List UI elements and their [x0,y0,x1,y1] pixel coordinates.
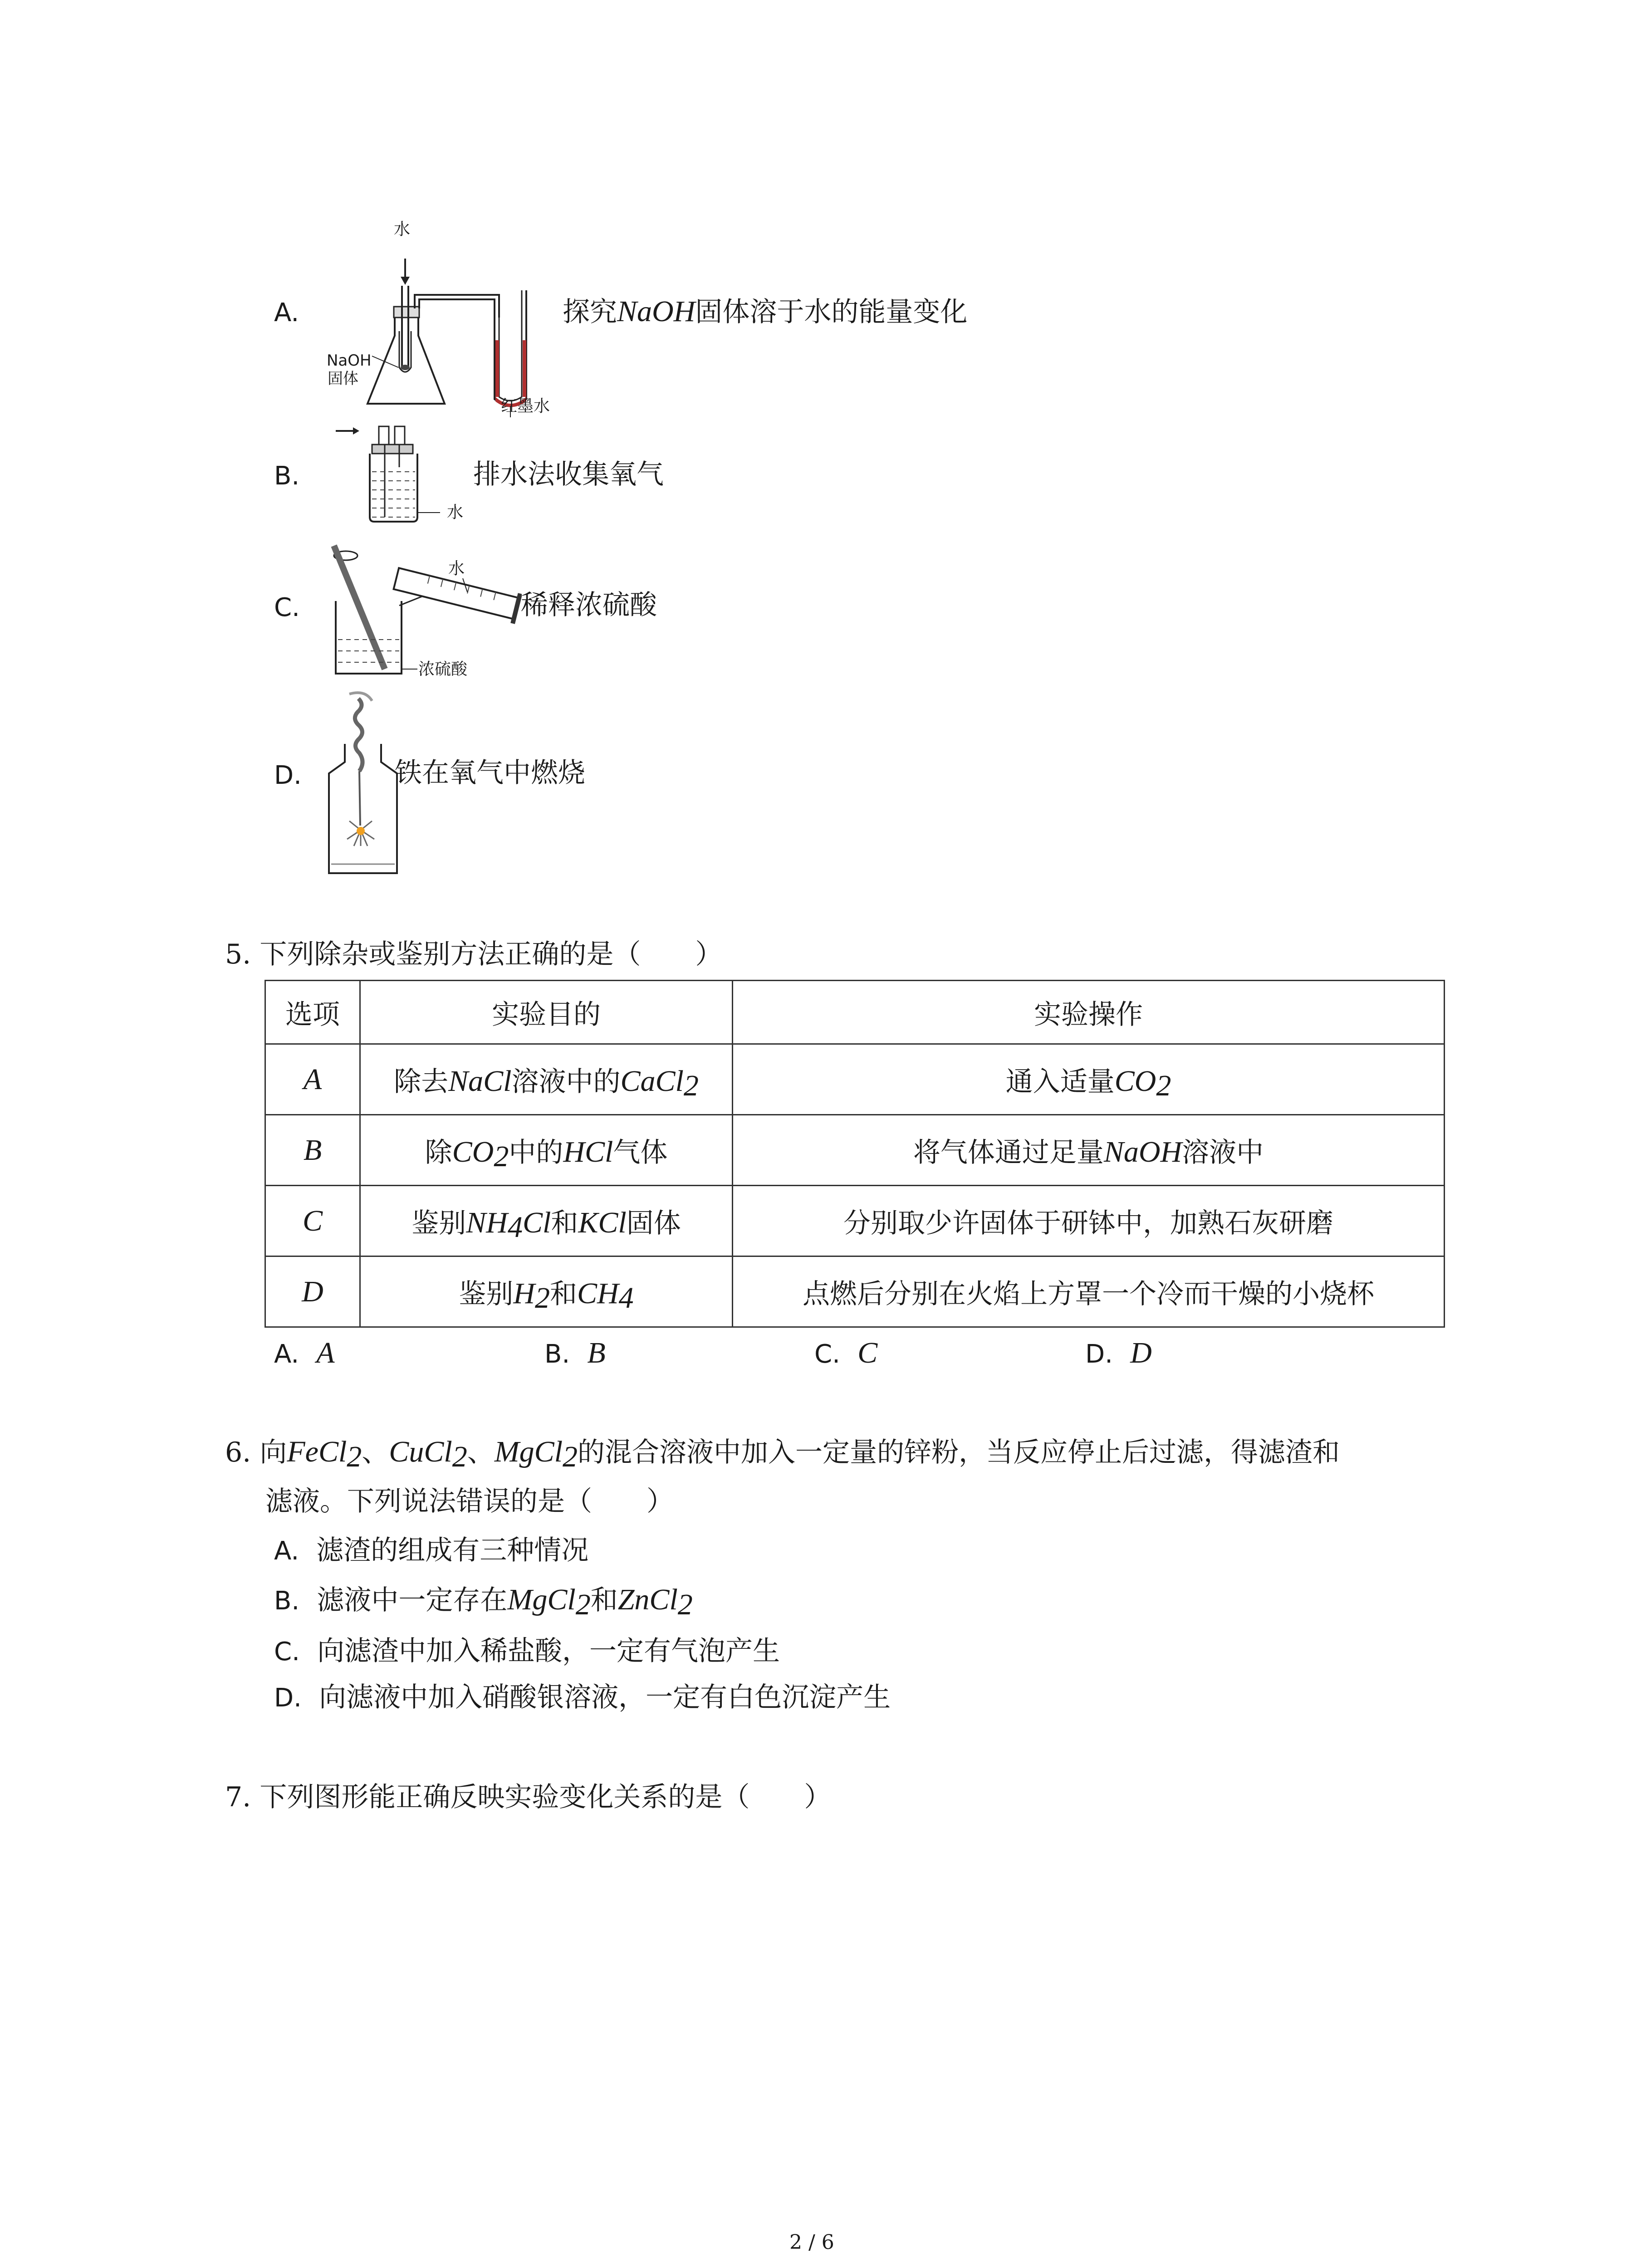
sulfuric-acid-label: 浓硫酸 [418,660,468,679]
q5-choice-c: C. C [814,1336,878,1369]
q6-option-a: A. 滤渣的组成有三种情况 [274,1535,589,1566]
row-operation: 通入适量$CO_2$ [733,1044,1445,1115]
row-purpose: 除$CO_2$中的HCl气体 [360,1115,733,1186]
row-purpose: 鉴别$NH_4Cl$和KCl固体 [360,1186,733,1256]
q6-option-b: B. 滤液中一定存在MgCl$_2$和ZnCl$_2$ [274,1583,693,1621]
option-c-letter: C. [274,593,300,622]
question-6-stem: 6. 向FeCl$_2$、CuCl$_2$、MgCl$_2$的混合溶液中加入一定量的锌粉，当反应停止后过滤，得滤渣和 [225,1435,1340,1473]
question-5-table [265,980,1445,1328]
option-d-letter: D. [274,761,302,790]
page-number: 2 / 6 [789,2231,834,2254]
question-5-stem: 5. 下列除杂或鉴别方法正确的是（ ） [225,938,723,970]
water-label: 水 [447,503,464,522]
option-a-text: 探究NaOH固体溶于水的能量变化 [563,295,968,328]
row-option: C [302,1204,323,1237]
row-operation: 将气体通过足量NaOH溶液中 [733,1115,1445,1186]
question-7-stem: 7. 下列图形能正确反映实验变化关系的是（ ） [225,1781,832,1813]
row-option: D [302,1275,323,1308]
water-label: 水 [394,220,411,239]
table-row [265,1186,1445,1256]
red-ink-label: 红墨水 [501,397,550,415]
header-purpose: 实验目的 [360,981,733,1044]
table-row [265,1256,1445,1327]
q6-option-d: D. 向滤液中加入硝酸银溶液，一定有白色沉淀产生 [274,1681,891,1713]
header-option: 选项 [265,981,360,1044]
table-header-row [265,981,1445,1044]
q5-choice-d: D. D [1085,1336,1152,1369]
q5-choice-b: B. B [544,1336,606,1369]
option-a-letter: A. [274,298,299,327]
naoh-label: NaOH [327,352,372,370]
option-d-text: 铁在氧气中燃烧 [395,757,585,789]
option-b-letter: B. [274,461,300,491]
q5-choice-a: A. A [274,1336,335,1369]
table-row [265,1115,1445,1186]
option-b-text: 排水法收集氧气 [473,459,664,490]
table-row [265,1044,1445,1115]
water-label: 水 [448,559,465,578]
q6-option-c: C. 向滤渣中加入稀盐酸，一定有气泡产生 [274,1635,780,1667]
question-6-stem-line2: 滤液。下列说法错误的是（ ） [265,1486,674,1517]
row-option: B [303,1133,322,1167]
header-operation: 实验操作 [733,981,1445,1044]
row-purpose: 除去NaCl溶液中的CaCl$_2$ [360,1044,733,1115]
iron-combustion-bottle-figure [322,689,404,880]
solid-label: 固体 [328,370,358,388]
row-operation: 分别取少许固体于研钵中，加熟石灰研磨 [733,1186,1445,1256]
row-option: A [303,1062,322,1096]
row-purpose: 鉴别$H_2$和$CH_4$ [360,1256,733,1327]
option-c-text: 稀释浓硫酸 [521,589,657,621]
row-operation: 点燃后分别在火焰上方罩一个冷而干燥的小烧杯 [733,1256,1445,1327]
